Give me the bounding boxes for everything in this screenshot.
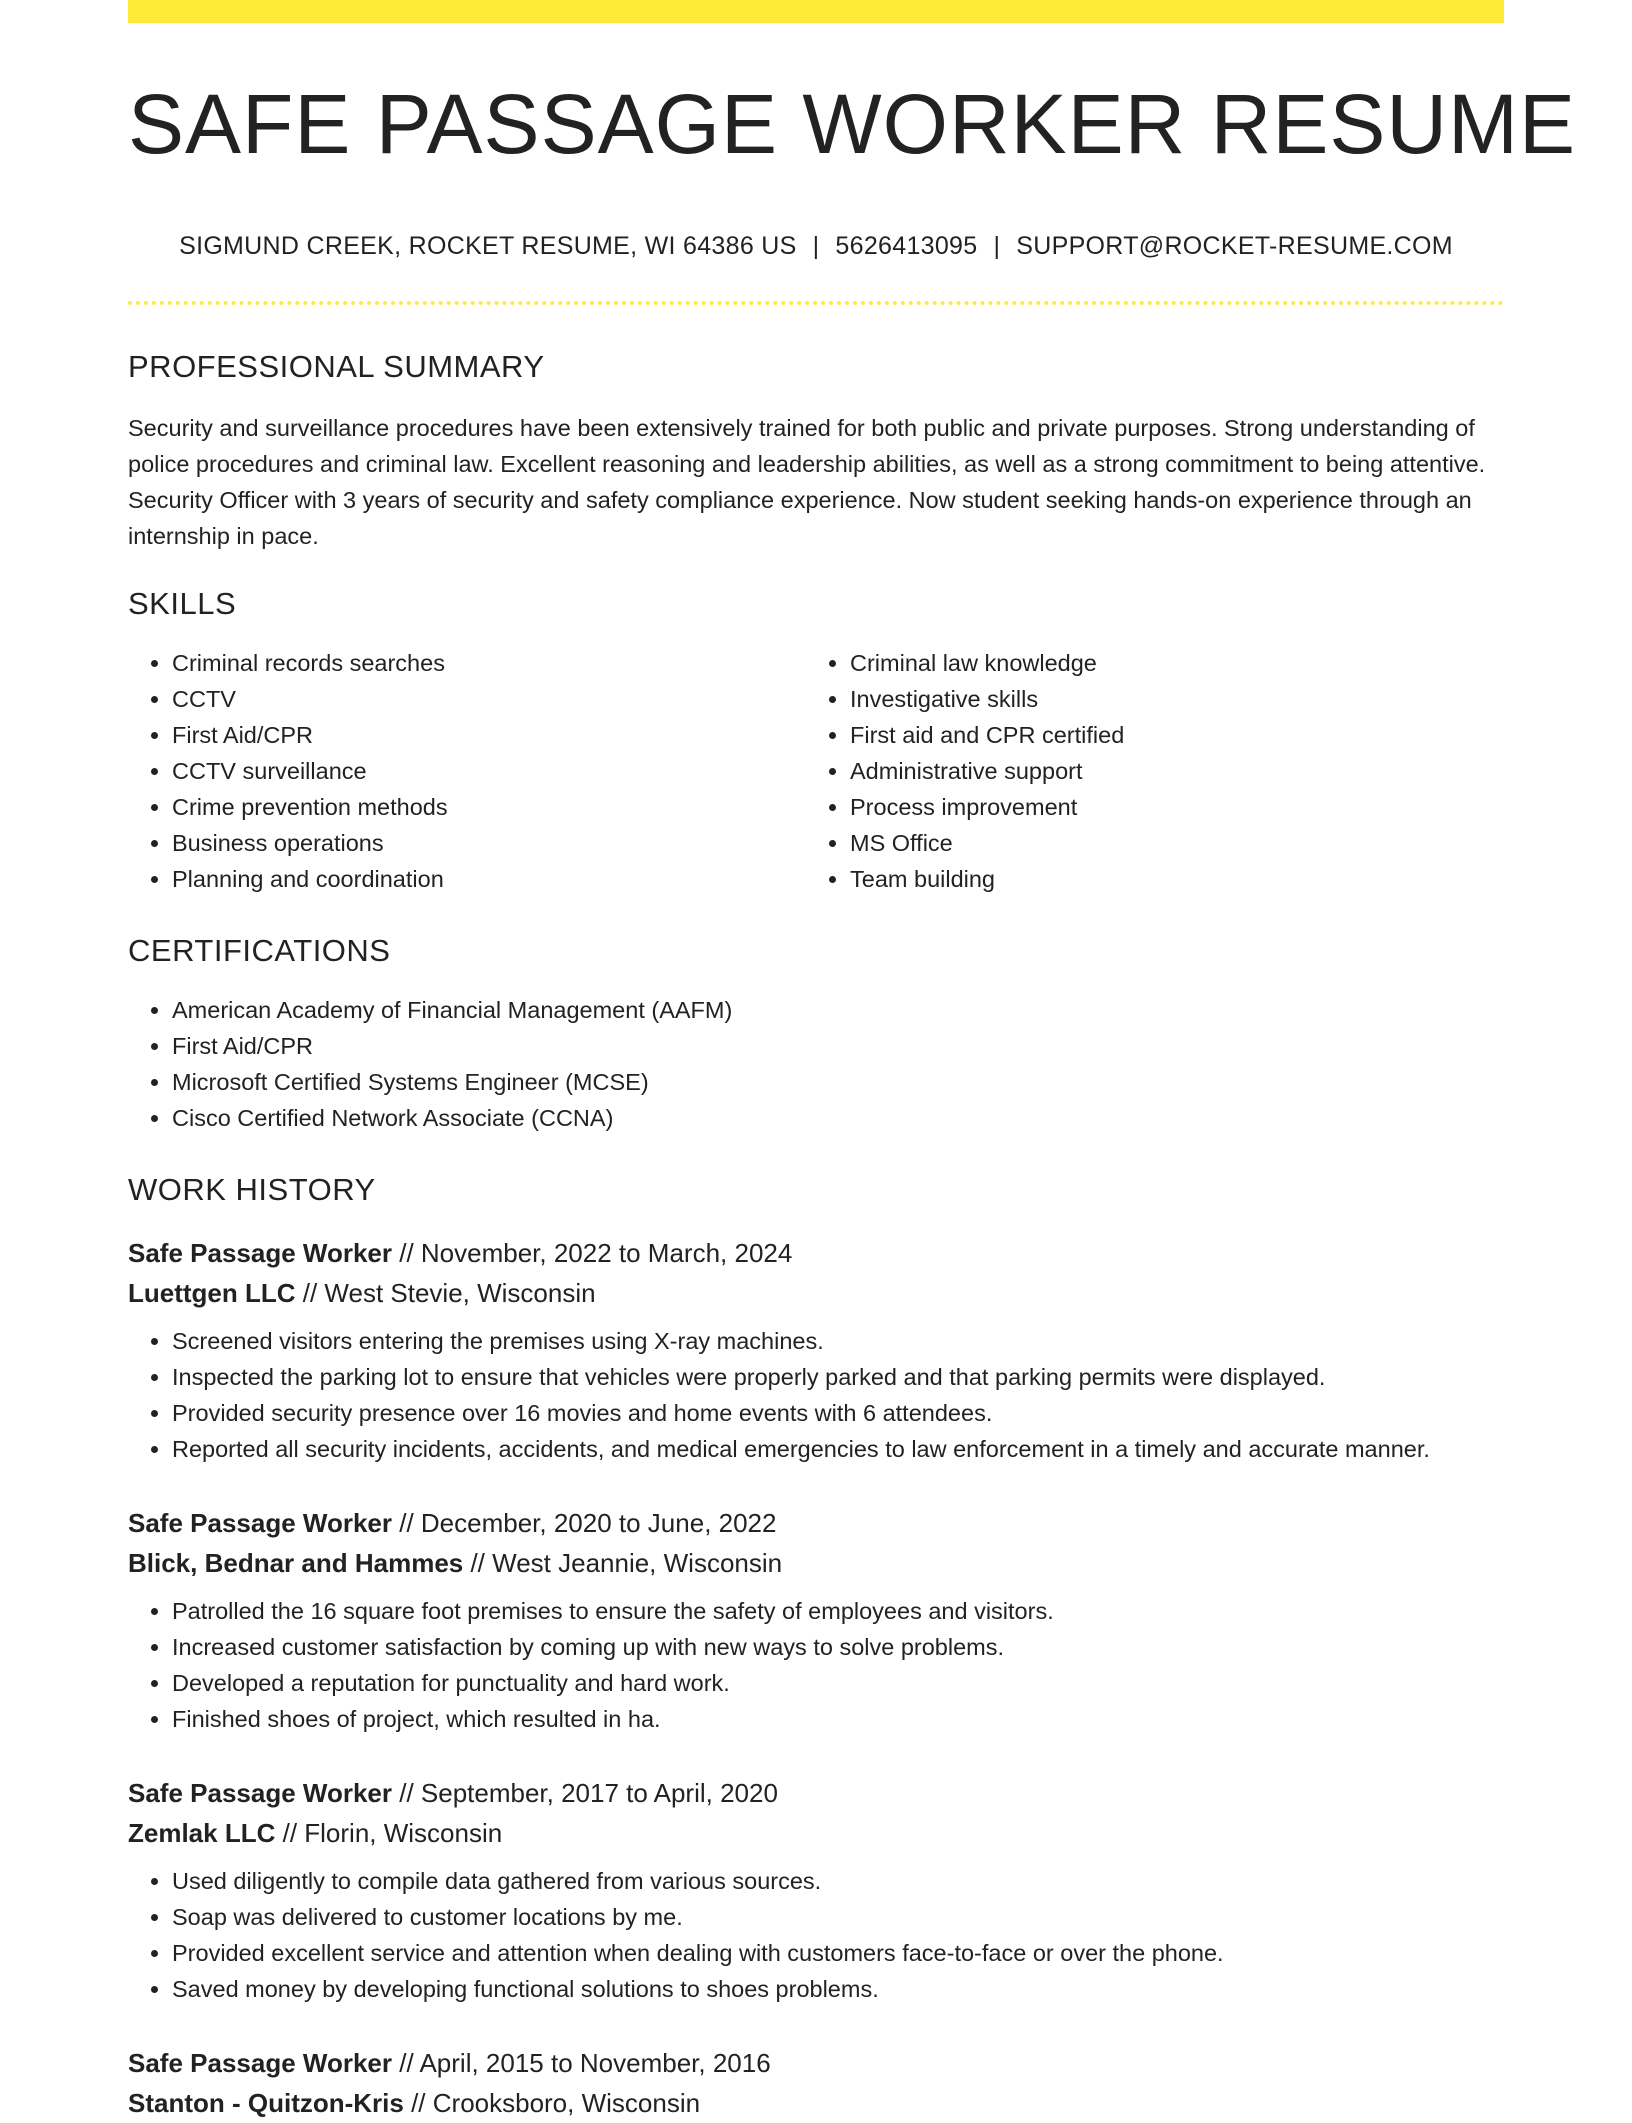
job-title-line [128,1233,1504,1273]
job-entry [128,1773,1504,2007]
skills-heading: SKILLS [128,586,237,622]
job-company-line [128,1543,1504,1583]
job-duty: • Used diligently to compile data gathered from various sources. [172,1863,1504,1899]
job-entry [128,2043,1504,2123]
resume-page [128,0,1577,2123]
skills-list-left [128,645,806,897]
accent-top-bar [128,0,1504,23]
job-duty: • Saved money by developing functional solutions to shoes problems. [172,1971,1504,2007]
skill-item: • Business operations [172,825,806,861]
skill-item: • Criminal law knowledge [850,645,1484,681]
job-company-line [128,1813,1504,1853]
contact-separator: | [812,232,820,261]
job-company: Blick, Bednar and Hammes [128,1548,464,1579]
job-duties [128,1323,1504,1467]
job-company: Luettgen LLC [128,1278,296,1309]
job-entry [128,1503,1504,1737]
job-title-line [128,2043,1504,2083]
skill-item: • First Aid/CPR [172,717,806,753]
job-title: Safe Passage Worker [128,1778,392,1809]
job-duties [128,1863,1504,2007]
certification-item: • American Academy of Financial Management (AAFM) [172,992,1504,1028]
job-duty: • Soap was delivered to customer locations by me. [172,1899,1504,1935]
job-company: Stanton - Quitzon-Kris [128,2088,404,2119]
job-title-line [128,1773,1504,1813]
contact-separator: | [993,232,1001,261]
job-duty: • Developed a reputation for punctuality and hard work. [172,1665,1504,1701]
skill-item: • Investigative skills [850,681,1484,717]
job-duty: • Increased customer satisfaction by coming up with new ways to solve problems. [172,1629,1504,1665]
job-duty: • Patrolled the 16 square foot premises to ensure the safety of employees and visitors. [172,1593,1504,1629]
certifications-list [128,992,1504,1136]
contact-line [128,232,1504,261]
job-duties [128,1593,1504,1737]
job-duty: • Provided excellent service and attention when dealing with customers face-to-face or over the phone. [172,1935,1504,1971]
dotted-divider [128,301,1504,305]
job-dates: // September, 2017 to April, 2020 [392,1778,778,1809]
job-entry [128,1233,1504,1467]
certification-item: • Cisco Certified Network Associate (CCNA) [172,1100,1504,1136]
skill-item: • Criminal records searches [172,645,806,681]
resume-title: SAFE PASSAGE WORKER RESUME [128,77,1577,171]
skills-grid [128,645,1504,897]
job-duty: • Provided security presence over 16 movies and home events with 6 attendees. [172,1395,1504,1431]
job-location: // Florin, Wisconsin [275,1818,503,1849]
job-title-line [128,1503,1504,1543]
job-dates: // April, 2015 to November, 2016 [392,2048,771,2079]
certification-item: • First Aid/CPR [172,1028,1504,1064]
job-duty: • Reported all security incidents, accidents, and medical emergencies to law enforcement in a timely and accurate manner. [172,1431,1504,1467]
skills-list-right [806,645,1484,897]
job-location: // Crooksboro, Wisconsin [403,2088,701,2119]
job-title: Safe Passage Worker [128,1508,392,1539]
certification-item: • Microsoft Certified Systems Engineer (MCSE) [172,1064,1504,1100]
job-location: // West Jeannie, Wisconsin [463,1548,783,1579]
skill-item: • CCTV [172,681,806,717]
job-duty: • Finished shoes of project, which resulted in ha. [172,1701,1504,1737]
job-dates: // December, 2020 to June, 2022 [392,1508,777,1539]
job-title: Safe Passage Worker [128,1238,392,1269]
skill-item: • Planning and coordination [172,861,806,897]
contact-phone: 5626413095 [835,232,978,261]
summary-text: Security and surveillance procedures have been extensively trained for both public and private purposes. Strong understanding of police procedures and criminal law. Excellent reasoning and leadership abilities, as well as a strong commitment to being attentive. Security Officer with 3 years of security and safety compliance experience. Now student seeking hands-on experience through an internship in pace. [128,415,1486,550]
job-duty: • Screened visitors entering the premises using X-ray machines. [172,1323,1504,1359]
certifications-heading: CERTIFICATIONS [128,933,391,969]
job-duty: • Inspected the parking lot to ensure that vehicles were properly parked and that parking permits were displayed. [172,1359,1504,1395]
skill-item: • Crime prevention methods [172,789,806,825]
skill-item: • MS Office [850,825,1484,861]
skill-item: • Team building [850,861,1484,897]
work-history-heading: WORK HISTORY [128,1172,376,1208]
job-location: // West Stevie, Wisconsin [295,1278,596,1309]
job-title: Safe Passage Worker [128,2048,392,2079]
summary-heading: PROFESSIONAL SUMMARY [128,349,545,385]
job-dates: // November, 2022 to March, 2024 [392,1238,793,1269]
contact-address: SIGMUND CREEK, ROCKET RESUME, WI 64386 US [179,232,797,261]
skill-item: • Process improvement [850,789,1484,825]
skill-item: • CCTV surveillance [172,753,806,789]
skill-item: • Administrative support [850,753,1484,789]
job-company-line [128,2083,1504,2123]
job-company: Zemlak LLC [128,1818,276,1849]
job-company-line [128,1273,1504,1313]
skill-item: • First aid and CPR certified [850,717,1484,753]
contact-email: SUPPORT@ROCKET-RESUME.COM [1016,232,1453,261]
